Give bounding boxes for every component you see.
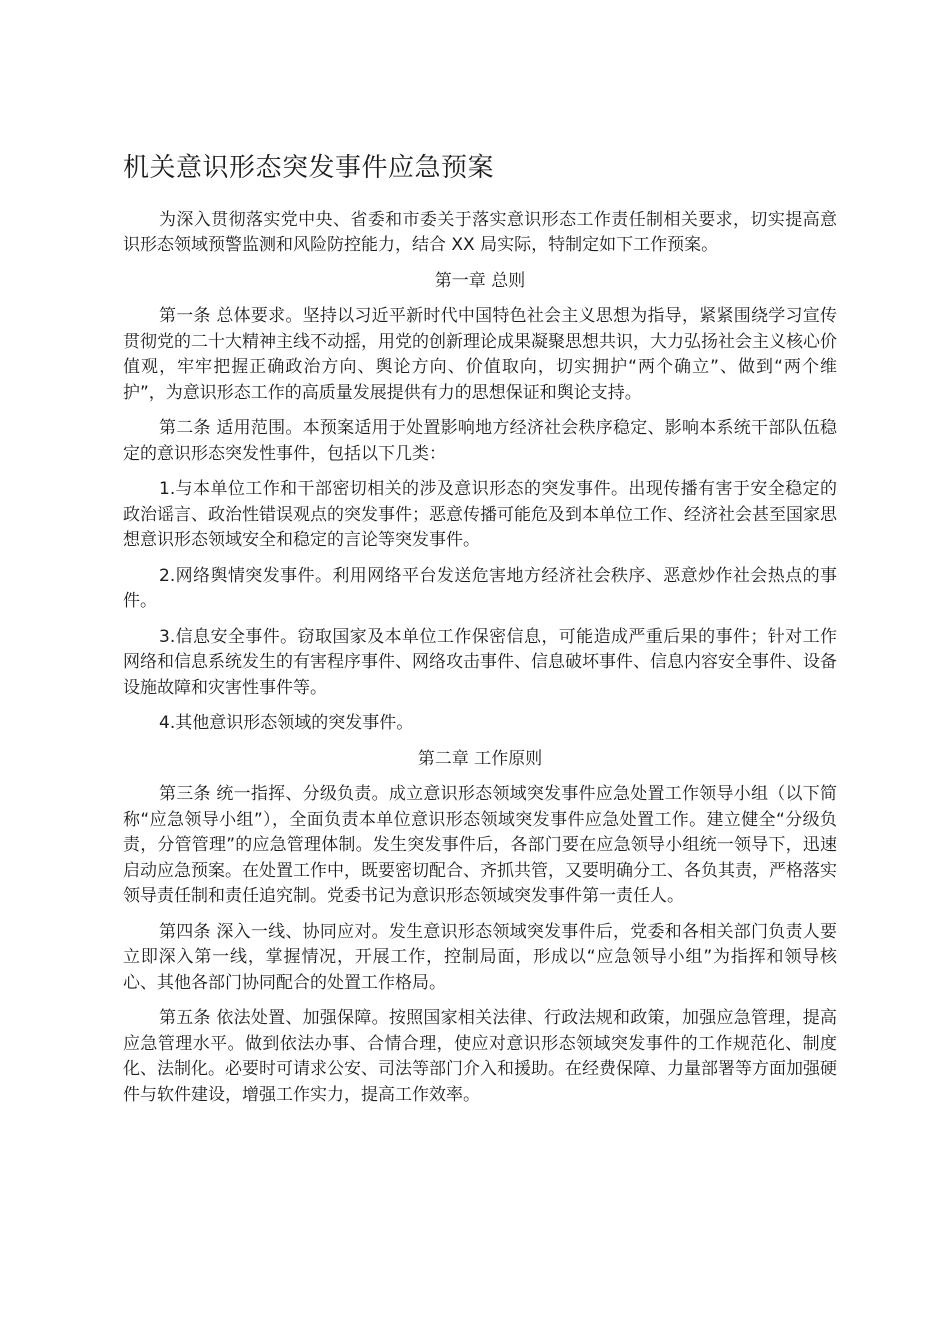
list-item-paragraph: 3.信息安全事件。窃取国家及本单位工作保密信息，可能造成严重后果的事件；针对工作网络和信息系统发生的有害程序事件、网络攻击事件、信息破坏事件、信息内容安全事件、设备设施故障和灾害性事件等。 bbox=[123, 626, 837, 698]
intro-paragraph: 为深入贯彻落实党中央、省委和市委关于落实意识形态工作责任制相关要求，切实提高意识形态领域预警监测和风险防控能力，结合 XX 局实际，特制定如下工作预案。 bbox=[123, 209, 837, 256]
chapter-heading: 第二章 工作原则 bbox=[417, 748, 543, 769]
article-paragraph: 第一条 总体要求。坚持以习近平新时代中国特色社会主义思想为指导，紧紧围绕学习宣传贯彻党的二十大精神主线不动摇，用党的创新理论成果凝聚思想共识，大力弘扬社会主义核心价值观，牢牢把握正确政治方向、舆论方向、价值取向，切实拥护“两个确立”、做到“两个维护”，为意识形态工作的高质量发展提供有力的思想保证和舆论支持。 bbox=[123, 306, 837, 403]
article-paragraph: 第三条 统一指挥、分级负责。成立意识形态领域突发事件应急处置工作领导小组（以下简称“应急领导小组”），全面负责本单位意识形态领域突发事件应急处置工作。建立健全“分级负责，分管管理”的应急管理体制。发生突发事件后，各部门要在应急领导小组统一领导下，迅速启动应急预案。在处置工作中，既要密切配合、齐抓共管，又要明确分工、各负其责，严格落实领导责任制和责任追究制。党委书记为意识形态领域突发事件第一责任人。 bbox=[123, 784, 837, 907]
document-title: 机关意识形态突发事件应急预案 bbox=[123, 153, 495, 183]
list-item-paragraph: 1.与本单位工作和干部密切相关的涉及意识形态的突发事件。出现传播有害于安全稳定的政治谣言、政治性错误观点的突发事件；恶意传播可能危及到本单位工作、经济社会甚至国家思想意识形态领域安全和稳定的言论等突发事件。 bbox=[123, 479, 837, 551]
article-paragraph: 第五条 依法处置、加强保障。按照国家相关法律、行政法规和政策，加强应急管理，提高应急管理水平。做到依法办事、合情合理，使应对意识形态领域突发事件的工作规范化、制度化、法制化。必要时可请求公安、司法等部门介入和援助。在经费保障、力量部署等方面加强硬件与软件建设，增强工作实力，提高工作效率。 bbox=[123, 1008, 837, 1105]
list-item-paragraph: 4.其他意识形态领域的突发事件。 bbox=[159, 713, 414, 734]
list-item-paragraph: 2.网络舆情突发事件。利用网络平台发送危害地方经济社会秩序、恶意炒作社会热点的事件。 bbox=[123, 565, 837, 612]
chapter-heading: 第一章 总则 bbox=[434, 270, 526, 291]
document-page bbox=[123, 152, 837, 1118]
article-paragraph: 第四条 深入一线、协同应对。发生意识形态领域突发事件后，党委和各相关部门负责人要立即深入第一线，掌握情况，开展工作，控制局面，形成以“应急领导小组”为指挥和领导核心、其他各部门协同配合的处置工作格局。 bbox=[123, 921, 837, 993]
article-paragraph: 第二条 适用范围。本预案适用于处置影响地方经济社会秩序稳定、影响本系统干部队伍稳定的意识形态突发性事件，包括以下几类： bbox=[123, 418, 837, 464]
